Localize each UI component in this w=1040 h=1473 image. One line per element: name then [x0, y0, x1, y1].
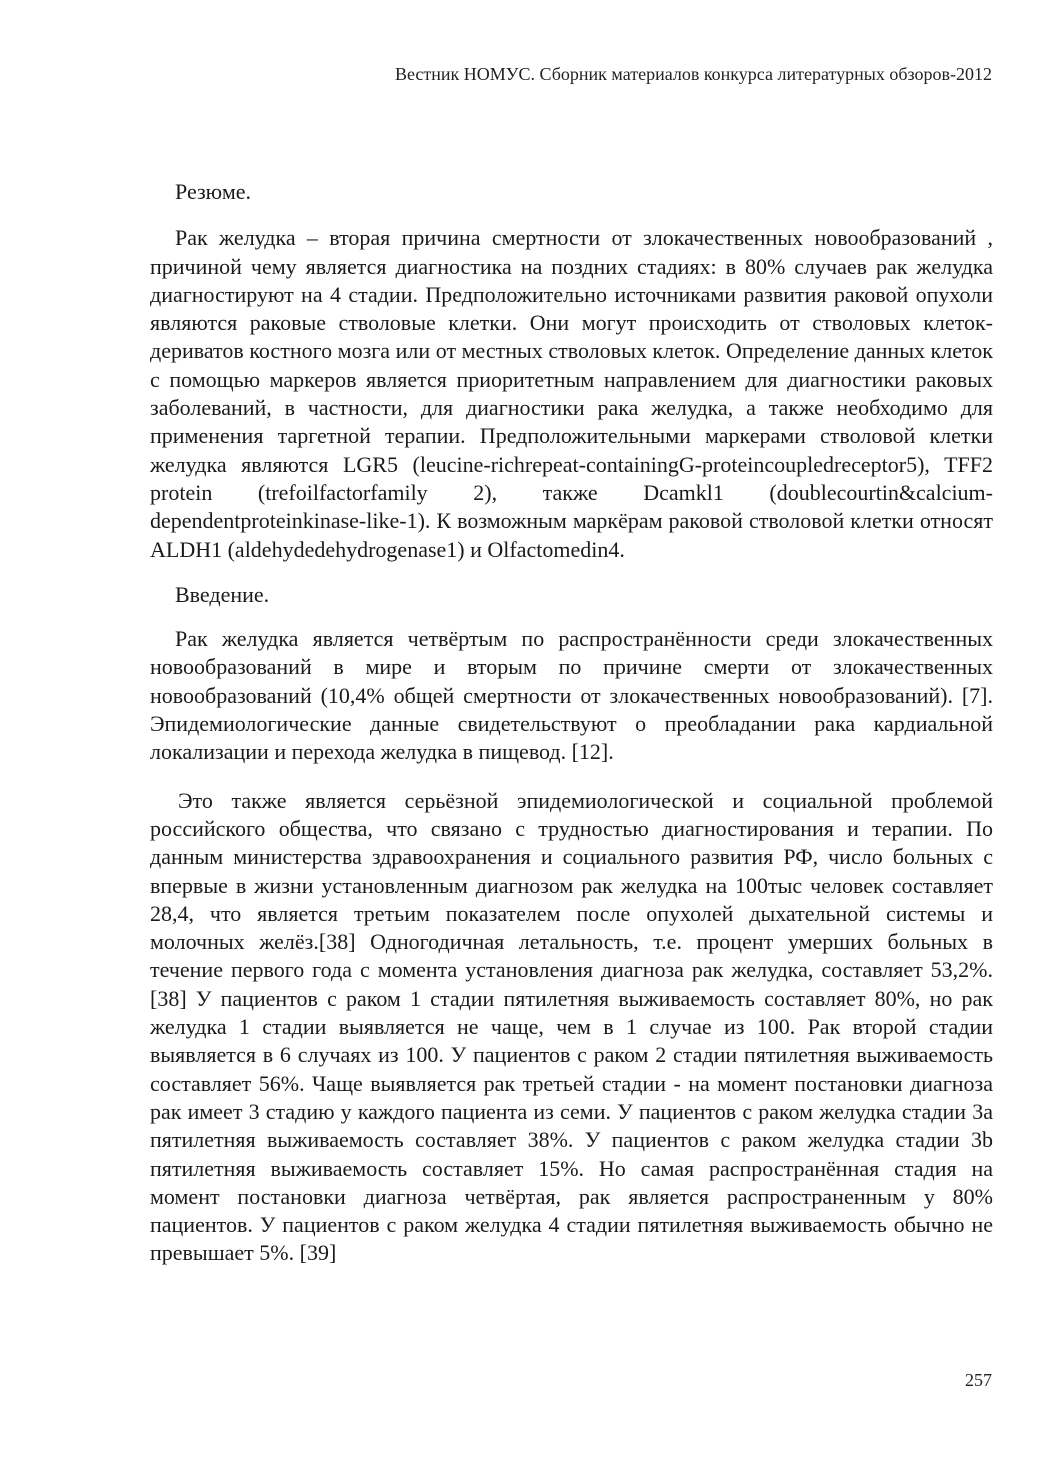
- introduction-paragraph-1: Рак желудка является четвёртым по распространённости среди злокачественных новообразований в мире и вторым по причине смерти от злокачественных новообразований (10,4% общей смертности от злокачественных новообразований). [7]. Эпидемиологические данные свидетельствуют о преобладании рака кардиальной локализации и перехода желудка в пищевод. [12].: [150, 626, 993, 765]
- abstract-paragraph: Рак желудка – вторая причина смертности от злокачественных новообразований , причиной чему является диагностика на поздних стадиях: в 80% случаев рак желудка диагностируют на 4 стадии. Предположительно источниками развития раковой опухоли являются раковые стволовые клетки. Они могут происходить от стволовых клеток-дериватов костного мозга или от местных стволовых клеток. Определение данных клеток с помощью маркеров является приоритетным направлением для диагностики раковых заболеваний, в частности, для диагностики рака желудка, а также необходимо для применения таргетной терапии. Предположительными маркерами стволовой клетки желудка являются LGR5 (leucine-richrepeat-containingG-proteincoupledreceptor5), TFF2 protein (trefoilfactorfamily 2), также Dcamkl1 (doublecourtin&calcium-dependentproteinkinase-like-1). К возможным маркёрам раковой стволовой клетки относят ALDH1 (aldehydedehydrogenase1) и Olfactomedin4.: [150, 225, 993, 562]
- running-header: Вестник НОМУС. Сборник материалов конкурса литературных обзоров-2012: [394, 64, 992, 84]
- introduction-paragraph-2: Это также является серьёзной эпидемиологической и социальной проблемой российского общества, что связано с трудностью диагностирования и терапии. По данным министерства здравоохранения и социального развития РФ, число больных с впервые в жизни установленным диагнозом рак желудка на 100тыс человек составляет 28,4, что является третьим показателем после опухолей дыхательной системы и молочных желёз.[38] Одногодичная летальность, т.е. процент умерших больных в течение первого года с момента установления диагноза рак желудка, составляет 53,2%. [38] У пациентов с раком 1 стадии пятилетняя выживаемость составляет 80%, но рак желудка 1 стадии выявляется не чаще, чем в 1 случае из 100. Рак второй стадии выявляется в 6 случаях из 100. У пациентов с раком 2 стадии пятилетняя выживаемость составляет 56%. Чаще выявляется рак третьей стадии - на момент постановки диагноза рак имеет 3 стадию у каждого пациента из семи. У пациентов с раком желудка стадии 3а пятилетняя выживаемость составляет 38%. У пациентов с раком желудка стадии 3b пятилетняя выживаемость составляет 15%. Но самая распространённая стадия на момент постановки диагноза четвёртая, рак является распространенным у 80% пациентов. У пациентов с раком желудка 4 стадии пятилетняя выживаемость обычно не превышает 5%. [39]: [150, 787, 993, 1266]
- article-body: [150, 178, 993, 1268]
- introduction-heading: Введение.: [175, 581, 270, 607]
- page-number: 257: [965, 1370, 992, 1390]
- abstract-heading: Резюме.: [175, 179, 252, 204]
